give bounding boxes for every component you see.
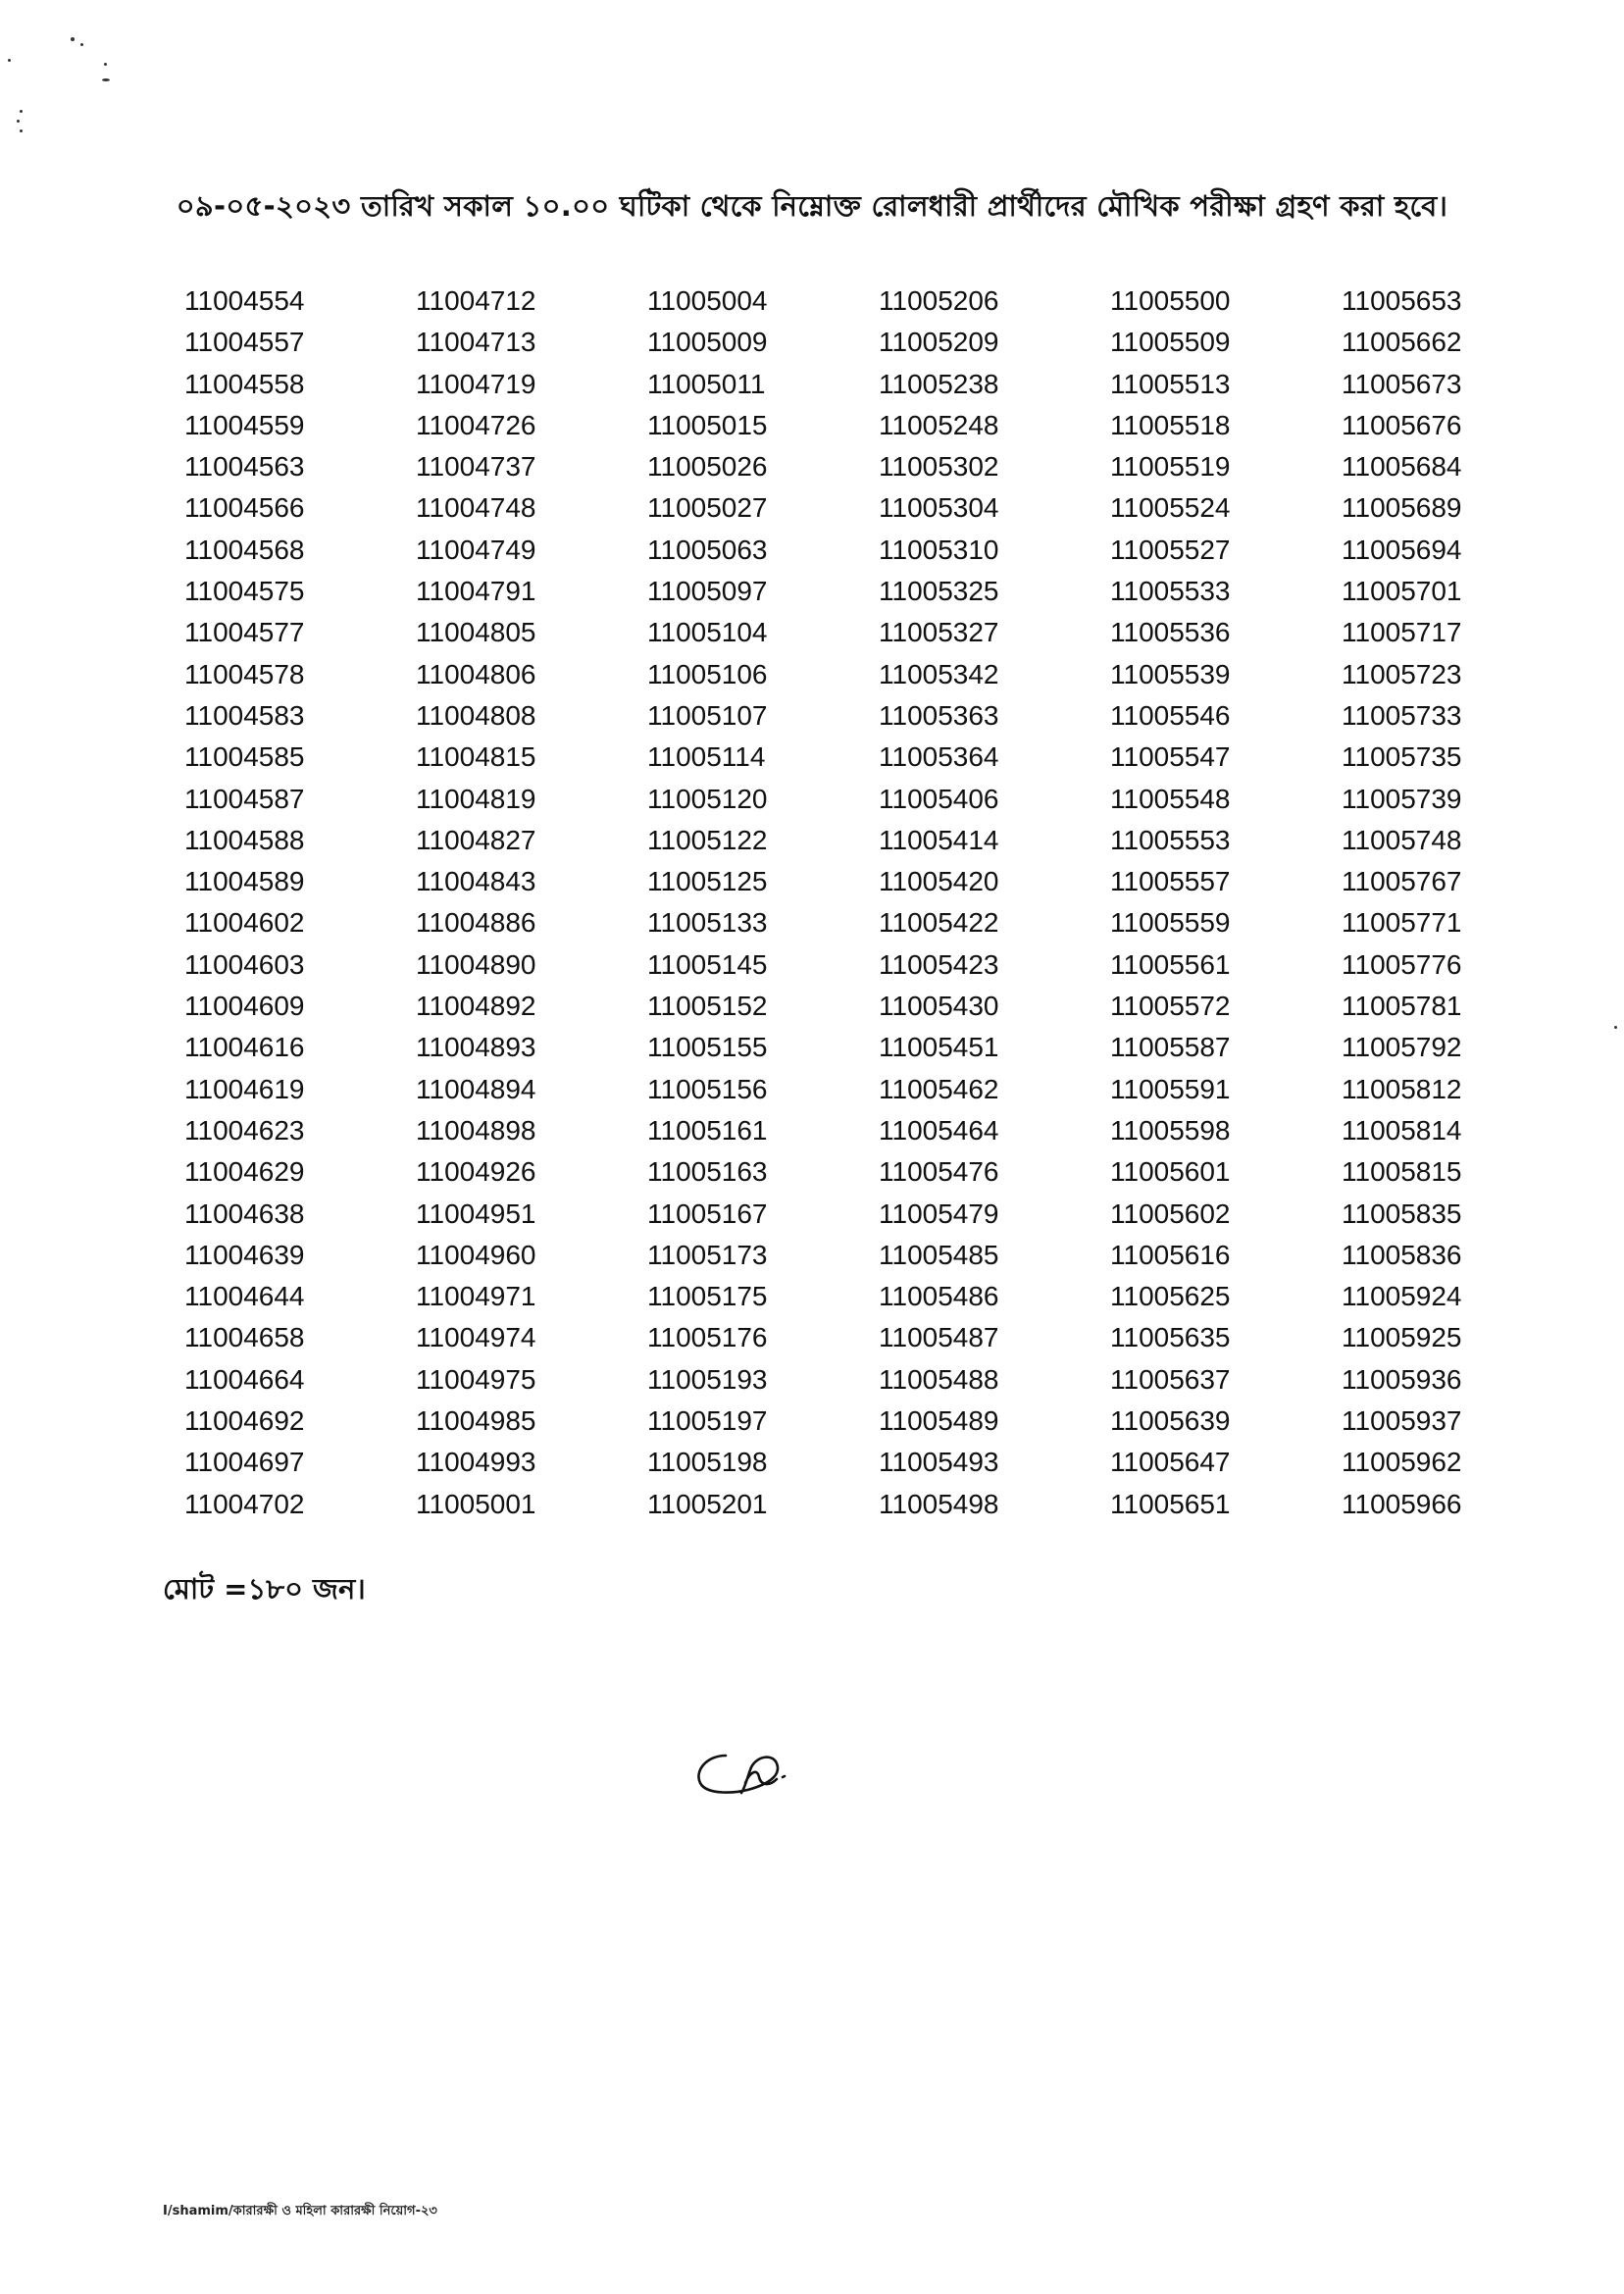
roll-number: 11005547 xyxy=(1110,741,1231,773)
roll-number: 11005673 xyxy=(1342,368,1462,399)
scan-speck xyxy=(71,37,75,41)
roll-number: 11005776 xyxy=(1342,948,1462,980)
roll-number: 11005684 xyxy=(1342,451,1462,483)
roll-number: 11005513 xyxy=(1110,368,1231,399)
roll-number: 11004791 xyxy=(416,576,536,607)
roll-number: 11004602 xyxy=(184,907,305,939)
roll-number: 11005771 xyxy=(1342,907,1462,939)
roll-number: 11005836 xyxy=(1342,1239,1462,1270)
roll-number: 11005302 xyxy=(879,451,999,483)
roll-number: 11005781 xyxy=(1342,991,1462,1022)
roll-number: 11005304 xyxy=(879,492,999,524)
roll-number: 11005925 xyxy=(1342,1322,1462,1353)
roll-number: 11004638 xyxy=(184,1198,305,1229)
roll-number: 11004585 xyxy=(184,741,305,773)
roll-number: 11005500 xyxy=(1110,285,1231,316)
roll-number: 11004697 xyxy=(184,1447,305,1478)
roll-number: 11005414 xyxy=(879,824,999,855)
roll-number: 11004890 xyxy=(416,948,536,980)
roll-number: 11005163 xyxy=(647,1156,768,1188)
roll-number: 11005815 xyxy=(1342,1156,1462,1188)
roll-number: 11004808 xyxy=(416,699,536,731)
roll-number: 11005653 xyxy=(1342,285,1462,316)
roll-number: 11005539 xyxy=(1110,658,1231,689)
roll-number: 11004975 xyxy=(416,1363,536,1395)
roll-number: 11005602 xyxy=(1110,1198,1231,1229)
roll-number: 11005342 xyxy=(879,658,999,689)
roll-number: 11005011 xyxy=(647,368,766,399)
roll-number: 11004578 xyxy=(184,658,305,689)
roll-number: 11005462 xyxy=(879,1073,999,1104)
roll-number: 11005027 xyxy=(647,492,768,524)
roll-column xyxy=(647,280,879,1525)
roll-number: 11005767 xyxy=(1342,866,1462,897)
scan-speck xyxy=(17,120,20,123)
roll-number: 11005063 xyxy=(647,534,768,565)
roll-number: 11004748 xyxy=(416,492,536,524)
roll-number: 11005548 xyxy=(1110,783,1231,814)
roll-number: 11004619 xyxy=(184,1073,305,1104)
roll-number: 11005616 xyxy=(1110,1239,1231,1270)
roll-number: 11005145 xyxy=(647,948,768,980)
roll-number: 11005476 xyxy=(879,1156,999,1188)
scan-speck xyxy=(1614,1026,1617,1029)
roll-number: 11005479 xyxy=(879,1198,999,1229)
scan-speck xyxy=(20,129,23,132)
roll-number: 11005423 xyxy=(879,948,999,980)
roll-number: 11005561 xyxy=(1110,948,1231,980)
roll-number: 11005489 xyxy=(879,1405,999,1437)
roll-number: 11005106 xyxy=(647,658,768,689)
roll-number: 11004702 xyxy=(184,1488,305,1519)
roll-number: 11005694 xyxy=(1342,534,1462,565)
roll-number: 11004568 xyxy=(184,534,305,565)
roll-number: 11005026 xyxy=(647,451,768,483)
roll-number: 11004583 xyxy=(184,699,305,731)
roll-number: 11005733 xyxy=(1342,699,1462,731)
roll-number: 11005485 xyxy=(879,1239,999,1270)
roll-number: 11005735 xyxy=(1342,741,1462,773)
roll-number: 11005553 xyxy=(1110,824,1231,855)
roll-number: 11004563 xyxy=(184,451,305,483)
roll-number: 11005176 xyxy=(647,1322,768,1353)
roll-number: 11005637 xyxy=(1110,1363,1231,1395)
roll-number: 11005717 xyxy=(1342,617,1462,648)
roll-number: 11005209 xyxy=(879,327,999,358)
roll-number: 11005155 xyxy=(647,1032,768,1063)
roll-number: 11005197 xyxy=(647,1405,768,1437)
roll-number: 11005125 xyxy=(647,866,768,897)
roll-number: 11005420 xyxy=(879,866,999,897)
roll-number: 11004658 xyxy=(184,1322,305,1353)
roll-number: 11004749 xyxy=(416,534,536,565)
roll-number: 11005114 xyxy=(647,741,766,773)
roll-column xyxy=(416,280,647,1525)
roll-number: 11005936 xyxy=(1342,1363,1462,1395)
roll-number: 11005557 xyxy=(1110,866,1231,897)
roll-number: 11005156 xyxy=(647,1073,768,1104)
roll-number: 11004886 xyxy=(416,907,536,939)
roll-number: 11004960 xyxy=(416,1239,536,1270)
roll-number: 11005701 xyxy=(1342,576,1462,607)
roll-number: 11005924 xyxy=(1342,1281,1462,1312)
scan-speck xyxy=(8,59,11,62)
roll-number: 11005104 xyxy=(647,617,768,648)
footer-file-path: I/shamim/কারারক্ষী ও মহিলা কারারক্ষী নিয়োগ-২৩ xyxy=(163,2204,437,2218)
roll-number: 11005601 xyxy=(1110,1156,1231,1188)
roll-number: 11005193 xyxy=(647,1363,768,1395)
roll-column xyxy=(184,280,416,1525)
roll-number: 11004993 xyxy=(416,1447,536,1478)
roll-number: 11005723 xyxy=(1342,658,1462,689)
roll-number: 11005572 xyxy=(1110,991,1231,1022)
roll-number: 11004726 xyxy=(416,409,536,440)
roll-number: 11005625 xyxy=(1110,1281,1231,1312)
roll-number: 11004557 xyxy=(184,327,305,358)
roll-column xyxy=(1342,280,1573,1525)
roll-number: 11005662 xyxy=(1342,327,1462,358)
roll-number: 11004713 xyxy=(416,327,536,358)
roll-number: 11004609 xyxy=(184,991,305,1022)
roll-number: 11004737 xyxy=(416,451,536,483)
roll-number: 11004843 xyxy=(416,866,536,897)
roll-number: 11005676 xyxy=(1342,409,1462,440)
roll-number: 11005175 xyxy=(647,1281,768,1312)
roll-number: 11005004 xyxy=(647,285,768,316)
roll-number: 11005201 xyxy=(647,1488,768,1519)
roll-number: 11004971 xyxy=(416,1281,536,1312)
roll-number: 11005325 xyxy=(879,576,999,607)
roll-number: 11004926 xyxy=(416,1156,536,1188)
page-title: ০৯-০৫-২০২৩ তারিখ সকাল ১০.০০ ঘটিকা থেকে নিম্নোক্ত রোলধারী প্রার্থীদের মৌখিক পরীক্ষা গ্রহণ করা হবে। xyxy=(176,189,1448,223)
roll-number: 11005748 xyxy=(1342,824,1462,855)
roll-number: 11004819 xyxy=(416,783,536,814)
roll-number: 11004623 xyxy=(184,1114,305,1146)
roll-number: 11005161 xyxy=(647,1114,768,1146)
scan-speck xyxy=(20,110,23,113)
roll-number: 11004588 xyxy=(184,824,305,855)
roll-number: 11005509 xyxy=(1110,327,1231,358)
roll-number: 11005363 xyxy=(879,699,999,731)
roll-number: 11005487 xyxy=(879,1322,999,1353)
scan-speck xyxy=(80,43,83,46)
signature xyxy=(686,1734,824,1812)
roll-number: 11004985 xyxy=(416,1405,536,1437)
roll-number: 11005167 xyxy=(647,1198,768,1229)
roll-number: 11005533 xyxy=(1110,576,1231,607)
roll-number: 11004898 xyxy=(416,1114,536,1146)
roll-number: 11005430 xyxy=(879,991,999,1022)
roll-number: 11005464 xyxy=(879,1114,999,1146)
roll-number: 11005518 xyxy=(1110,409,1231,440)
roll-number: 11005812 xyxy=(1342,1073,1462,1104)
roll-number: 11005310 xyxy=(879,534,999,565)
roll-number: 11004589 xyxy=(184,866,305,897)
roll-number: 11005488 xyxy=(879,1363,999,1395)
roll-number: 11004894 xyxy=(416,1073,536,1104)
roll-number: 11005966 xyxy=(1342,1488,1462,1519)
roll-number: 11004587 xyxy=(184,783,305,814)
roll-number: 11005327 xyxy=(879,617,999,648)
roll-number: 11004719 xyxy=(416,368,536,399)
roll-number: 11004575 xyxy=(184,576,305,607)
roll-number: 11005451 xyxy=(879,1032,999,1063)
roll-number: 11005238 xyxy=(879,368,999,399)
roll-number: 11004892 xyxy=(416,991,536,1022)
roll-number: 11005097 xyxy=(647,576,768,607)
roll-number: 11005001 xyxy=(416,1488,536,1519)
scan-speck xyxy=(104,63,107,66)
roll-number: 11005486 xyxy=(879,1281,999,1312)
roll-number: 11004815 xyxy=(416,741,536,773)
roll-number: 11005635 xyxy=(1110,1322,1231,1353)
roll-number: 11004664 xyxy=(184,1363,305,1395)
roll-number: 11005120 xyxy=(647,783,768,814)
roll-number: 11004558 xyxy=(184,368,305,399)
roll-number: 11004806 xyxy=(416,658,536,689)
roll-number: 11005152 xyxy=(647,991,768,1022)
roll-number: 11005937 xyxy=(1342,1405,1462,1437)
roll-number: 11005122 xyxy=(647,824,768,855)
roll-number: 11005422 xyxy=(879,907,999,939)
roll-number: 11005639 xyxy=(1110,1405,1231,1437)
roll-number: 11004566 xyxy=(184,492,305,524)
roll-number: 11004644 xyxy=(184,1281,305,1312)
roll-number: 11005198 xyxy=(647,1447,768,1478)
roll-number: 11005536 xyxy=(1110,617,1231,648)
roll-number: 11005598 xyxy=(1110,1114,1231,1146)
roll-number: 11005015 xyxy=(647,409,768,440)
roll-number: 11005647 xyxy=(1110,1447,1231,1478)
roll-number: 11005962 xyxy=(1342,1447,1462,1478)
roll-number: 11005546 xyxy=(1110,699,1231,731)
roll-number: 11004951 xyxy=(416,1198,536,1229)
roll-number: 11005591 xyxy=(1110,1073,1231,1104)
roll-number: 11005133 xyxy=(647,907,768,939)
roll-number: 11005739 xyxy=(1342,783,1462,814)
roll-column xyxy=(879,280,1110,1525)
roll-number: 11005248 xyxy=(879,409,999,440)
roll-number: 11005559 xyxy=(1110,907,1231,939)
roll-number: 11004692 xyxy=(184,1405,305,1437)
roll-number: 11005814 xyxy=(1342,1114,1462,1146)
roll-number: 11005519 xyxy=(1110,451,1231,483)
roll-number: 11004827 xyxy=(416,824,536,855)
roll-number: 11005364 xyxy=(879,741,999,773)
roll-number: 11005835 xyxy=(1342,1198,1462,1229)
roll-number: 11005527 xyxy=(1110,534,1231,565)
roll-column xyxy=(1110,280,1342,1525)
roll-number: 11004629 xyxy=(184,1156,305,1188)
scan-speck xyxy=(102,78,110,81)
roll-number: 11005009 xyxy=(647,327,768,358)
roll-number: 11005493 xyxy=(879,1447,999,1478)
roll-number: 11005107 xyxy=(647,699,768,731)
total-count: মোট =১৮০ জন। xyxy=(163,1572,366,1606)
roll-number: 11005524 xyxy=(1110,492,1231,524)
roll-number: 11004577 xyxy=(184,617,305,648)
roll-number: 11005498 xyxy=(879,1488,999,1519)
roll-number: 11004554 xyxy=(184,285,305,316)
roll-number: 11005587 xyxy=(1110,1032,1231,1063)
roll-number: 11005406 xyxy=(879,783,999,814)
roll-number: 11004805 xyxy=(416,617,536,648)
roll-number: 11004639 xyxy=(184,1239,305,1270)
roll-number-table xyxy=(184,280,1479,1525)
roll-number: 11004559 xyxy=(184,409,305,440)
roll-number: 11005689 xyxy=(1342,492,1462,524)
roll-number: 11004712 xyxy=(416,285,536,316)
roll-number: 11004603 xyxy=(184,948,305,980)
roll-number: 11005651 xyxy=(1110,1488,1231,1519)
roll-number: 11004893 xyxy=(416,1032,536,1063)
roll-number: 11005206 xyxy=(879,285,999,316)
roll-number: 11004616 xyxy=(184,1032,305,1063)
roll-number: 11004974 xyxy=(416,1322,536,1353)
roll-number: 11005792 xyxy=(1342,1032,1462,1063)
roll-number: 11005173 xyxy=(647,1239,768,1270)
